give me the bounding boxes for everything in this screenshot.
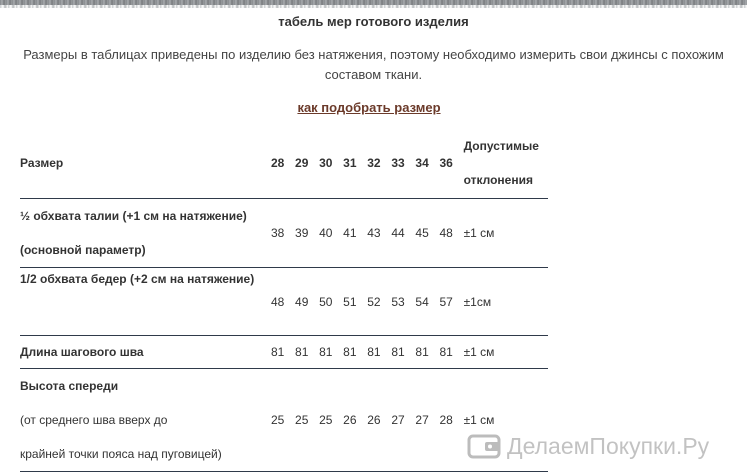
header-tolerance-line2: отклонения — [463, 173, 533, 187]
table-cell: 40 — [319, 226, 333, 240]
row-label-front-rise-line1: Высота спереди — [20, 379, 119, 393]
table-row — [20, 199, 548, 268]
table-cell: 81 — [295, 345, 309, 359]
row-label-inseam — [20, 336, 271, 369]
row-label-hips-line1: 1/2 обхвата бедер (+2 см на натяжение) — [20, 272, 255, 286]
header-size-36: 36 — [439, 156, 453, 170]
table-cell: 51 — [343, 294, 357, 309]
table-cell: 25 — [319, 413, 333, 427]
table-header-row — [20, 128, 548, 199]
table-row — [20, 268, 548, 336]
table-cell: 49 — [295, 294, 309, 309]
header-size-label: Размер — [20, 156, 64, 170]
watermark — [467, 431, 709, 461]
table-cell: 38 — [270, 226, 285, 240]
tolerance-cell: ±1 см — [463, 413, 495, 427]
table-cell: 81 — [415, 345, 429, 359]
row-label-inseam-line1: Длина шагового шва — [20, 345, 144, 359]
table-cell: 27 — [391, 413, 405, 427]
table-cell: 41 — [343, 226, 357, 240]
header-size-31: 31 — [343, 156, 357, 170]
description-text: Размеры в таблицах приведены по изделию без натяжения, поэтому необходимо измерить свои джинсы с похожим составом ткани. — [23, 47, 724, 82]
table-cell: 25 — [270, 413, 285, 427]
table-cell: 81 — [319, 345, 333, 359]
table-cell: 81 — [391, 345, 405, 359]
table-cell: 25 — [295, 413, 309, 427]
row-label-waist — [20, 199, 271, 268]
table-cell: 48 — [439, 226, 453, 240]
header-tolerance — [464, 128, 548, 199]
header-size-34: 34 — [415, 156, 429, 170]
size-table — [20, 128, 548, 472]
table-cell: 43 — [367, 226, 381, 240]
tolerance-cell: ±1 см — [463, 226, 495, 240]
row-label-front-rise — [20, 369, 271, 472]
page-title: табель мер готового изделия — [278, 14, 469, 29]
tolerance-cell: ±1см — [463, 294, 492, 309]
table-cell: 81 — [439, 345, 453, 359]
table-cell: 50 — [319, 294, 333, 309]
size-guide-link[interactable]: как подобрать размер — [297, 100, 441, 115]
wallet-icon — [467, 432, 501, 460]
row-label-front-rise-line2: (от среднего шва вверх до — [20, 413, 168, 427]
header-tolerance-line1: Допустимые — [463, 139, 539, 153]
table-cell: 81 — [367, 345, 381, 359]
table-cell: 27 — [415, 413, 429, 427]
table-cell: 52 — [367, 294, 381, 309]
row-label-front-rise-line3: крайней точки пояса над пуговицей) — [20, 447, 222, 461]
table-cell: 54 — [415, 294, 429, 309]
table-cell: 28 — [439, 413, 453, 427]
table-row — [20, 336, 548, 369]
header-size-32: 32 — [367, 156, 381, 170]
header-size-30: 30 — [319, 156, 333, 170]
header-size-29: 29 — [295, 156, 309, 170]
row-label-waist-line2: (основной параметр) — [20, 243, 146, 257]
table-cell: 81 — [343, 345, 357, 359]
table-cell: 26 — [343, 413, 357, 427]
header-size-33: 33 — [391, 156, 405, 170]
watermark-text: ДелаемПокупки.Ру — [507, 432, 710, 459]
tolerance-cell: ±1 см — [463, 345, 495, 359]
table-cell: 81 — [270, 345, 285, 359]
row-label-hips — [20, 268, 271, 336]
torn-paper-edge — [0, 0, 747, 7]
table-cell: 44 — [391, 226, 405, 240]
header-size-28: 28 — [270, 156, 285, 170]
table-cell: 57 — [439, 294, 453, 309]
table-cell: 53 — [391, 294, 405, 309]
row-label-waist-line1: ½ обхвата талии (+1 см на натяжение) — [20, 209, 247, 223]
table-cell: 39 — [295, 226, 309, 240]
table-cell: 45 — [415, 226, 429, 240]
table-cell: 26 — [367, 413, 381, 427]
table-cell: 48 — [270, 294, 285, 309]
